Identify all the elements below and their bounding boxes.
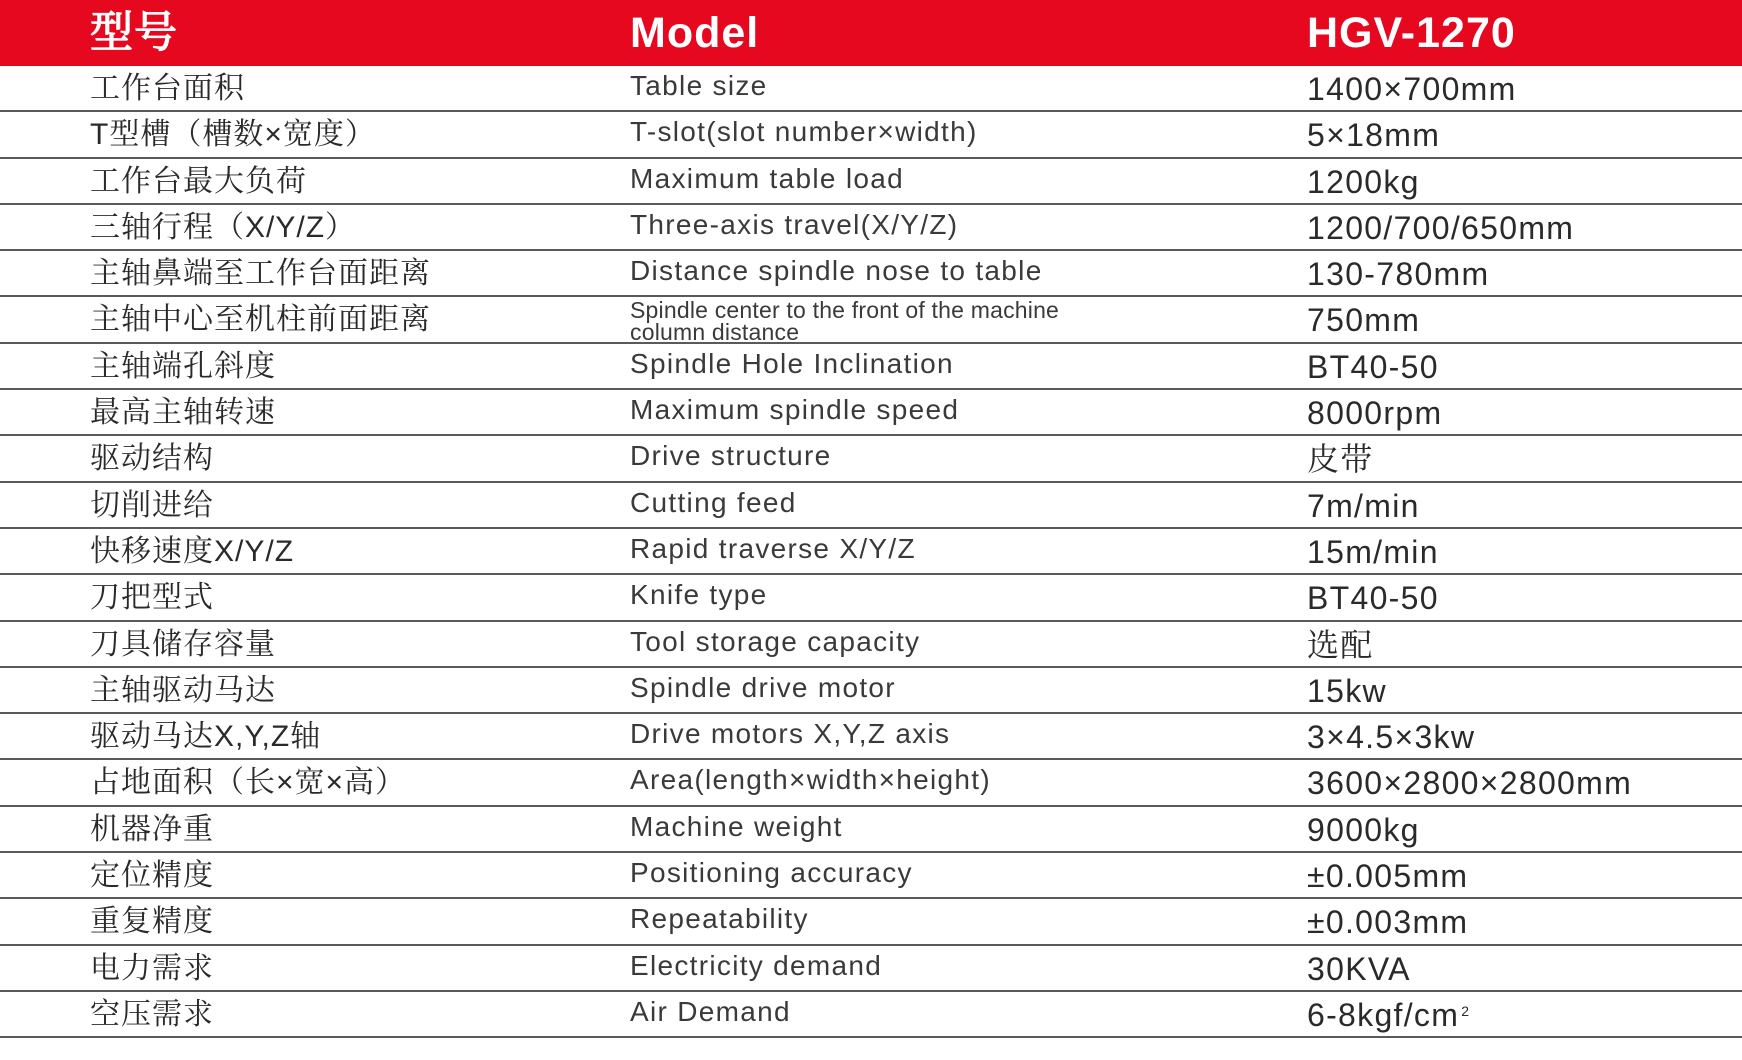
table-row	[0, 946, 1742, 992]
row-cn-label: 驱动马达X,Y,Z轴	[90, 720, 322, 754]
table-row	[0, 483, 1742, 529]
row-cn-label: 工作台面积	[90, 72, 245, 105]
table-row	[0, 668, 1742, 714]
row-en-label: Table size	[630, 70, 768, 101]
row-en-label: Repeatability	[630, 903, 809, 935]
row-en-label: Spindle Hole Inclination	[630, 347, 954, 379]
row-value: ±0.003mm	[1307, 904, 1469, 941]
table-row	[0, 992, 1742, 1038]
value-text: 6-8kgf/cm	[1307, 996, 1460, 1033]
table-row	[0, 760, 1742, 806]
row-value: 130-780mm	[1307, 256, 1490, 293]
row-value: BT40-50	[1307, 580, 1439, 617]
table-row	[0, 714, 1742, 760]
table-row	[0, 112, 1742, 158]
row-en-label: T-slot(slot number×width)	[630, 116, 978, 148]
table-row	[0, 344, 1742, 390]
row-cn-label: 主轴端孔斜度	[90, 349, 276, 383]
row-en-label: Cutting feed	[630, 486, 797, 518]
row-cn-label: 刀把型式	[90, 581, 214, 615]
row-value: 15m/min	[1307, 533, 1439, 570]
row-value: 7m/min	[1307, 487, 1420, 524]
row-en-label: Machine weight	[630, 810, 843, 842]
row-en-label: Distance spindle nose to table	[630, 255, 1043, 287]
row-cn-label: 主轴中心至机柱前面距离	[90, 303, 431, 337]
row-value: 3600×2800×2800mm	[1307, 765, 1633, 802]
row-en-label: Air Demand	[630, 995, 791, 1027]
row-value: 3×4.5×3kw	[1307, 719, 1476, 756]
table-row	[0, 622, 1742, 668]
row-value	[1307, 992, 1470, 1036]
table-header	[0, 0, 1742, 66]
row-en-label: Drive structure	[630, 440, 832, 472]
table-row	[0, 575, 1742, 621]
table-row	[0, 529, 1742, 575]
unit-superscript: 2	[1461, 1002, 1471, 1019]
table-row	[0, 66, 1742, 112]
row-en-label: Maximum table load	[630, 162, 904, 194]
row-value: 5×18mm	[1307, 117, 1441, 154]
table-row	[0, 251, 1742, 297]
row-value: 皮带	[1307, 441, 1374, 478]
row-value: ±0.005mm	[1307, 858, 1469, 895]
table-body	[0, 66, 1742, 1038]
row-cn-label: 空压需求	[90, 997, 214, 1031]
table-row	[0, 807, 1742, 853]
row-en-label: Spindle center to the front of the machine column distance	[630, 297, 1060, 346]
row-value: 9000kg	[1307, 811, 1420, 848]
row-value: 1400×700mm	[1307, 71, 1517, 107]
header-cn-label: 型号	[90, 9, 178, 57]
row-value: 8000rpm	[1307, 395, 1443, 432]
row-cn-label: 占地面积（长×宽×高）	[90, 766, 407, 800]
row-cn-label: 快移速度X/Y/Z	[90, 534, 295, 568]
row-cn-label: 三轴行程（X/Y/Z）	[90, 210, 357, 244]
row-value: 1200kg	[1307, 163, 1420, 200]
table-row	[0, 159, 1742, 205]
row-en-label: Rapid traverse X/Y/Z	[630, 532, 916, 564]
row-value: BT40-50	[1307, 348, 1439, 385]
row-cn-label: 工作台最大负荷	[90, 164, 307, 198]
header-model-value: HGV-1270	[1307, 9, 1516, 57]
row-value: 15kw	[1307, 672, 1387, 709]
row-en-label: Maximum spindle speed	[630, 394, 960, 426]
row-value: 选配	[1307, 626, 1374, 663]
table-row	[0, 899, 1742, 945]
row-cn-label: 最高主轴转速	[90, 396, 276, 430]
row-en-label: Knife type	[630, 579, 768, 611]
row-cn-label: 刀具储存容量	[90, 627, 276, 661]
row-cn-label: 主轴鼻端至工作台面距离	[90, 257, 431, 291]
table-row	[0, 390, 1742, 436]
row-cn-label: 驱动结构	[90, 442, 214, 476]
row-en-label: Tool storage capacity	[630, 625, 921, 657]
row-cn-label: 切削进给	[90, 488, 214, 522]
row-value: 30KVA	[1307, 950, 1411, 987]
row-cn-label: 重复精度	[90, 905, 214, 939]
table-row	[0, 853, 1742, 899]
row-value: 750mm	[1307, 302, 1421, 339]
row-cn-label: T型槽（槽数×宽度）	[90, 118, 376, 152]
row-value: 1200/700/650mm	[1307, 209, 1575, 246]
header-en-label: Model	[630, 9, 760, 57]
table-row	[0, 205, 1742, 251]
row-en-label: Three-axis travel(X/Y/Z)	[630, 208, 959, 240]
row-en-label: Area(length×width×height)	[630, 764, 991, 796]
table-row	[0, 436, 1742, 482]
row-cn-label: 电力需求	[90, 951, 214, 985]
table-row	[0, 297, 1742, 346]
row-en-label: Drive motors X,Y,Z axis	[630, 718, 951, 750]
row-en-label: Electricity demand	[630, 949, 883, 981]
row-en-label: Spindle drive motor	[630, 671, 896, 703]
row-cn-label: 定位精度	[90, 859, 214, 893]
row-cn-label: 主轴驱动马达	[90, 673, 276, 707]
row-en-label: Positioning accuracy	[630, 857, 913, 889]
row-cn-label: 机器净重	[90, 812, 214, 846]
